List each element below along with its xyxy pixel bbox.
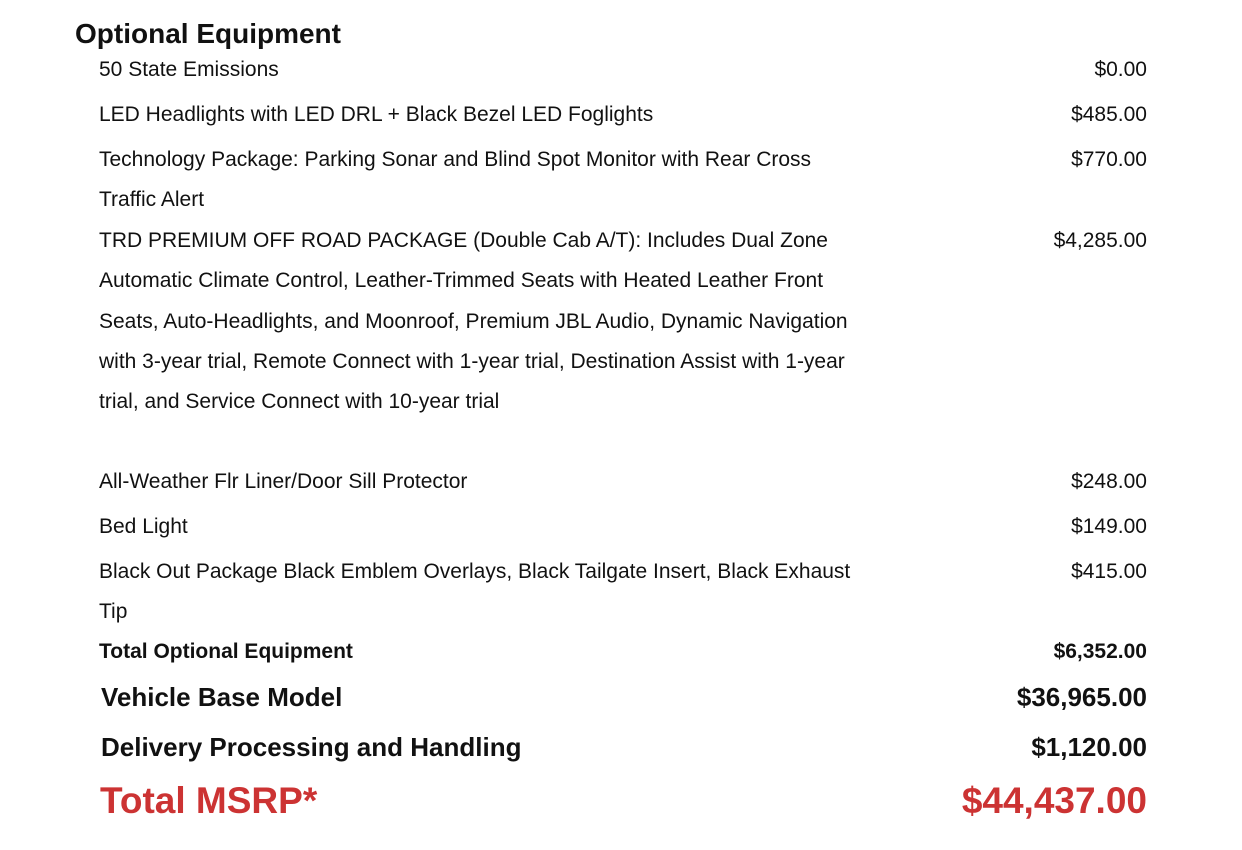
delivery-label: Delivery Processing and Handling (101, 732, 522, 762)
item-description: TRD PREMIUM OFF ROAD PACKAGE (Double Cab A/T): Includes Dual Zone Automatic Climate Control, Leather-Trimmed Seats with Heated Leather Front Seats, Auto-Headlights, and Moonroof, Premium JBL Audio, Dynamic Navigation with 3-year trial, Remote Connect with 1-year trial, Destination Assist with 1-year trial, and Service Connect with 10-year trial (99, 229, 848, 414)
item-price: $770.00 (1071, 148, 1147, 171)
item-description: All-Weather Flr Liner/Door Sill Protector (99, 470, 468, 493)
item-price: $248.00 (1071, 470, 1147, 493)
item-description: 50 State Emissions (99, 58, 279, 81)
item-price: $0.00 (1094, 58, 1147, 81)
item-description: Technology Package: Parking Sonar and Blind Spot Monitor with Rear Cross Traffic Alert (99, 148, 812, 212)
total-optional-value: $6,352.00 (1053, 640, 1147, 663)
item-description: Bed Light (99, 515, 188, 538)
base-model-label: Vehicle Base Model (101, 682, 343, 712)
item-description: Black Out Package Black Emblem Overlays, Black Tailgate Insert, Black Exhaust Tip (99, 560, 851, 624)
item-price: $415.00 (1071, 560, 1147, 583)
base-model-value: $36,965.00 (1016, 682, 1147, 712)
item-description: LED Headlights with LED DRL + Black Bezel LED Foglights (99, 103, 654, 126)
section-title: Optional Equipment (75, 18, 341, 49)
item-price: $485.00 (1071, 103, 1147, 126)
total-msrp-label: Total MSRP* (100, 780, 318, 821)
item-price: $149.00 (1071, 515, 1147, 538)
total-optional-label: Total Optional Equipment (99, 640, 353, 663)
item-price: $4,285.00 (1053, 229, 1147, 252)
delivery-value: $1,120.00 (1031, 732, 1147, 762)
total-msrp-value: $44,437.00 (961, 780, 1147, 821)
